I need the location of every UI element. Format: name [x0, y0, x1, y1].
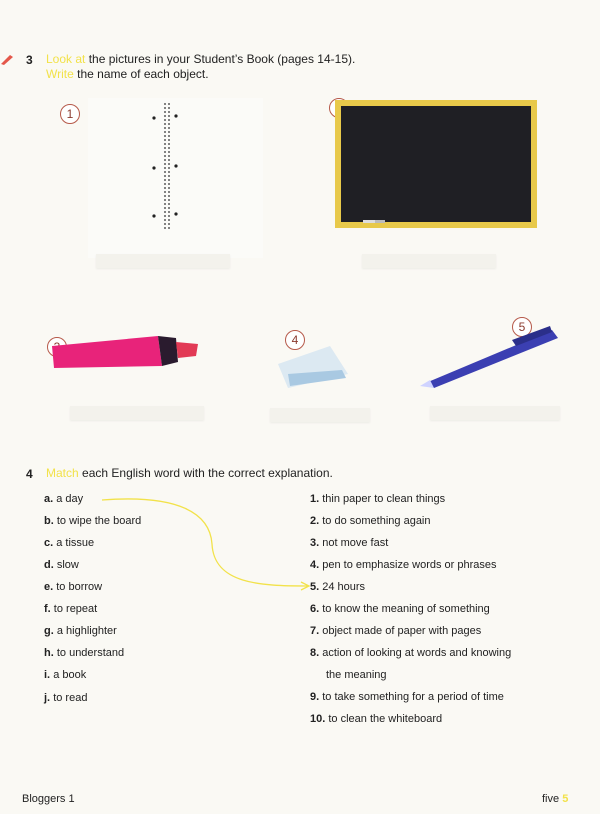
word-text: to read	[53, 692, 88, 704]
word-j[interactable]	[44, 692, 87, 704]
exercise-4-number: 4	[26, 467, 33, 481]
instruction-text-2: the name of each object.	[77, 67, 209, 81]
explanation-7[interactable]	[310, 625, 481, 637]
tissue-image	[268, 334, 358, 399]
word-letter: f.	[44, 603, 51, 615]
explanation-6[interactable]	[310, 603, 490, 615]
explanation-number: 7.	[310, 625, 320, 637]
explanation-text: thin paper to clean things	[322, 493, 446, 505]
exercise-4-instruction	[46, 466, 333, 480]
word-letter: g.	[44, 625, 54, 637]
explanation-text: to do something again	[322, 515, 431, 527]
word-letter: b.	[44, 515, 54, 527]
explanation-9[interactable]	[310, 691, 504, 703]
explanation-1[interactable]	[310, 493, 445, 505]
explanation-number: 4.	[310, 559, 320, 571]
explanation-2[interactable]	[310, 515, 431, 527]
instruction-verb-write: Write	[46, 67, 74, 81]
explanation-number: 6.	[310, 603, 320, 615]
exercise-3-instruction	[46, 52, 355, 66]
pen-image	[420, 322, 570, 397]
explanation-text: the meaning	[326, 669, 387, 681]
instruction-text-4: each English word with the correct explanation.	[82, 466, 333, 480]
word-letter: e.	[44, 581, 54, 593]
highlighter-image	[48, 328, 208, 379]
exercise-3-instruction-2	[46, 67, 209, 81]
instruction-verb-look: Look at	[46, 52, 86, 66]
footer-page-label	[542, 793, 568, 805]
word-f[interactable]	[44, 603, 97, 615]
explanation-3[interactable]	[310, 537, 388, 549]
picture-number-5: 5	[512, 317, 532, 337]
answer-line-3[interactable]	[70, 406, 204, 420]
word-letter: i.	[44, 669, 51, 681]
explanation-text: to know the meaning of something	[322, 603, 490, 615]
word-letter: d.	[44, 559, 54, 571]
word-h[interactable]	[44, 647, 124, 659]
word-text: a highlighter	[56, 625, 117, 637]
explanation-10[interactable]	[310, 713, 442, 725]
word-text: a tissue	[56, 537, 95, 549]
explanation-8[interactable]	[310, 647, 511, 659]
page-number: 5	[562, 793, 569, 805]
explanation-4[interactable]	[310, 559, 497, 571]
example-match-arrow	[100, 494, 315, 599]
explanation-number: 3.	[310, 537, 320, 549]
word-d[interactable]	[44, 559, 79, 571]
answer-line-1[interactable]	[96, 254, 230, 268]
explanation-text: 24 hours	[322, 581, 366, 593]
page-word: five	[542, 793, 560, 805]
word-letter: c.	[44, 537, 54, 549]
explanation-number: 5.	[310, 581, 320, 593]
explanation-number: 10.	[310, 713, 326, 725]
explanation-text: object made of paper with pages	[322, 625, 482, 637]
explanation-number: 1.	[310, 493, 320, 505]
word-i[interactable]	[44, 669, 86, 681]
pencil-icon	[0, 52, 14, 71]
word-letter: j.	[44, 692, 51, 704]
notebook-image	[88, 98, 263, 263]
explanation-number: 2.	[310, 515, 320, 527]
explanation-text: not move fast	[322, 537, 389, 549]
explanation-5[interactable]	[310, 581, 365, 593]
word-text: to understand	[56, 647, 125, 659]
explanation-text: to take something for a period of time	[322, 691, 504, 703]
word-text: to borrow	[56, 581, 103, 593]
word-text: slow	[56, 559, 79, 571]
word-text: a day	[56, 493, 84, 505]
word-c[interactable]	[44, 537, 94, 549]
word-letter: h.	[44, 647, 54, 659]
answer-line-2[interactable]	[362, 254, 496, 268]
word-letter: a.	[44, 493, 54, 505]
word-text: to repeat	[53, 603, 98, 615]
word-e[interactable]	[44, 581, 102, 593]
answer-line-4[interactable]	[270, 408, 370, 422]
explanation-text: to clean the whiteboard	[328, 713, 443, 725]
instruction-text-1: the pictures in your Student’s Book (pages 14-15).	[88, 52, 356, 66]
explanation-text: action of looking at words and knowing	[322, 647, 512, 659]
blackboard-image	[335, 100, 537, 233]
word-g[interactable]	[44, 625, 117, 637]
instruction-verb-match: Match	[46, 466, 79, 480]
word-text: a book	[53, 669, 87, 681]
explanation-8-continued	[326, 669, 387, 681]
word-a[interactable]	[44, 493, 83, 505]
explanation-number: 9.	[310, 691, 320, 703]
explanation-number: 8.	[310, 647, 320, 659]
answer-line-5[interactable]	[430, 406, 560, 420]
exercise-3-number: 3	[26, 53, 33, 67]
explanation-text: pen to emphasize words or phrases	[322, 559, 497, 571]
picture-number-1: 1	[60, 104, 80, 124]
word-text: to wipe the board	[56, 515, 142, 527]
picture-number-4: 4	[285, 330, 305, 350]
footer-book-title: Bloggers 1	[22, 793, 75, 805]
